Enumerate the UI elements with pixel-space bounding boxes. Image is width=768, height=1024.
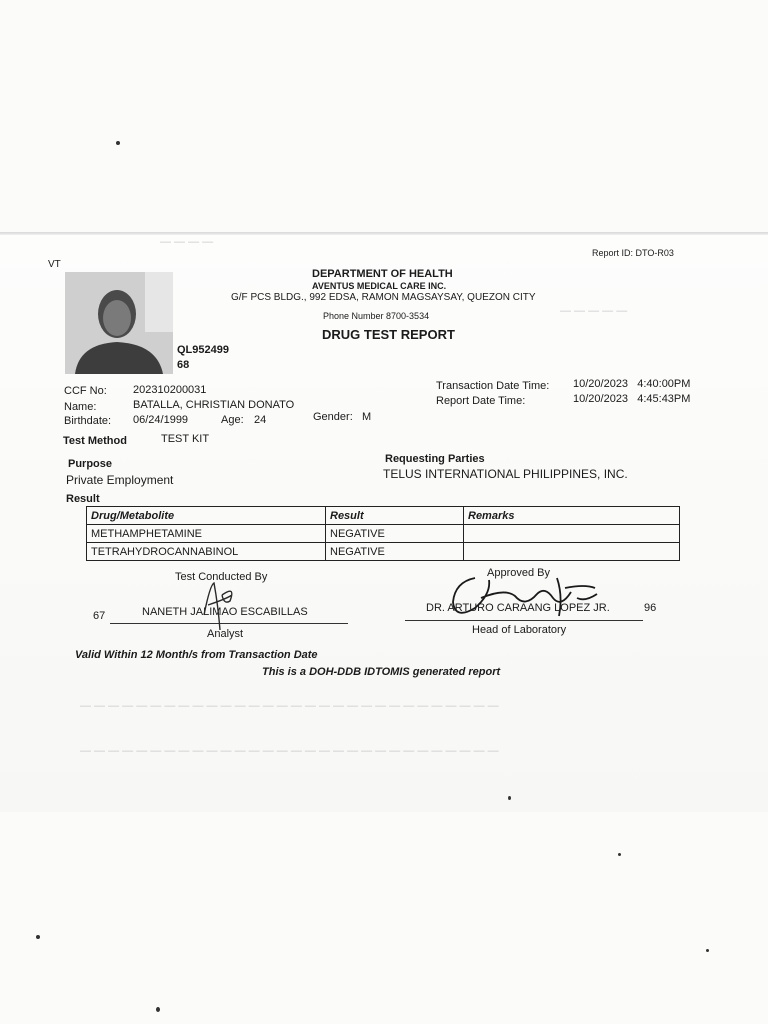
- requesting-label: Requesting Parties: [385, 453, 485, 465]
- table-cell: [464, 525, 680, 543]
- purpose-value: Private Employment: [66, 473, 174, 487]
- transaction-date-label: Transaction Date Time:: [436, 380, 550, 392]
- ccf-label: CCF No:: [64, 385, 107, 397]
- analyst-role: Analyst: [207, 628, 244, 640]
- scan-speck: [508, 796, 511, 800]
- purpose-label: Purpose: [68, 458, 113, 470]
- results-table: [86, 506, 680, 561]
- column-header: Remarks: [464, 507, 680, 525]
- scan-speck: [618, 853, 621, 856]
- clinic-name: AVENTUS MEDICAL CARE INC.: [312, 281, 447, 291]
- analyst-name: NANETH JALIMAO ESCABILLAS: [142, 606, 308, 618]
- bleed-through-text: — — — — — — — — — — — — — — — — — — — — — — — — — — — — — —: [80, 700, 499, 712]
- analyst-code: 67: [93, 610, 106, 622]
- scan-speck: [116, 141, 120, 145]
- column-header: Result: [326, 507, 464, 525]
- conducted-by-label: Test Conducted By: [175, 571, 268, 583]
- name-label: Name:: [64, 401, 97, 413]
- birthdate-label: Birthdate:: [64, 415, 112, 427]
- scan-speck: [706, 949, 709, 952]
- test-method-value: TEST KIT: [161, 433, 210, 445]
- validity-note: Valid Within 12 Month/s from Transaction Date: [75, 649, 318, 661]
- clinic-address: G/F PCS BLDG., 992 EDSA, RAMON MAGSAYSAY, QUEZON CITY: [231, 292, 536, 303]
- gender-label: Gender:: [313, 411, 353, 423]
- test-method-label: Test Method: [63, 435, 127, 447]
- result-label: Result: [66, 493, 100, 505]
- corner-mark: VT: [48, 259, 61, 270]
- approver-name: DR. ARTURO CARAANG LOPEZ JR.: [426, 602, 610, 614]
- table-cell: NEGATIVE: [326, 525, 464, 543]
- photo-code: QL952499: [177, 344, 229, 356]
- table-row: [87, 525, 680, 543]
- requesting-value: TELUS INTERNATIONAL PHILIPPINES, INC.: [383, 467, 628, 481]
- transaction-date-value: 10/20/2023 4:40:00PM: [573, 378, 691, 390]
- age-value: 24: [254, 414, 267, 426]
- table-cell: METHAMPHETAMINE: [87, 525, 326, 543]
- column-header: Drug/Metabolite: [87, 507, 326, 525]
- table-cell: [464, 543, 680, 561]
- approver-handwritten-signature: [445, 568, 605, 630]
- approver-code: 96: [644, 602, 657, 614]
- approved-by-label: Approved By: [487, 567, 550, 579]
- ccf-value: 202310200031: [133, 384, 207, 396]
- approver-role: Head of Laboratory: [472, 624, 567, 636]
- analyst-initials-signature: [196, 575, 242, 635]
- age-label: Age:: [221, 414, 244, 426]
- paper-fold-edge: [0, 232, 768, 235]
- report-id: Report ID: DTO-R03: [592, 248, 674, 258]
- bleed-through-text: — — — — —: [560, 305, 628, 317]
- gender-value: M: [362, 411, 372, 423]
- report-title: DRUG TEST REPORT: [322, 327, 455, 342]
- generated-report-note: This is a DOH-DDB IDTOMIS generated report: [262, 666, 501, 678]
- scan-speck: [36, 935, 40, 939]
- birthdate-value: 06/24/1999: [133, 414, 189, 426]
- table-cell: TETRAHYDROCANNABINOL: [87, 543, 326, 561]
- table-cell: NEGATIVE: [326, 543, 464, 561]
- report-date-label: Report Date Time:: [436, 395, 526, 407]
- table-row: [87, 543, 680, 561]
- photo-code-suffix: 68: [177, 359, 190, 371]
- scan-speck: [156, 1007, 160, 1012]
- report-date-value: 10/20/2023 4:45:43PM: [573, 393, 691, 405]
- bleed-through-text: — — — —: [160, 236, 214, 248]
- name-value: BATALLA, CHRISTIAN DONATO: [133, 399, 295, 411]
- header-title: DEPARTMENT OF HEALTH: [312, 268, 453, 280]
- patient-photo: [65, 272, 173, 374]
- bleed-through-text: — — — — — — — — — — — — — — — — — — — — — — — — — — — — — —: [80, 745, 499, 757]
- table-header-row: [87, 507, 680, 525]
- clinic-phone: Phone Number 8700-3534: [323, 311, 430, 321]
